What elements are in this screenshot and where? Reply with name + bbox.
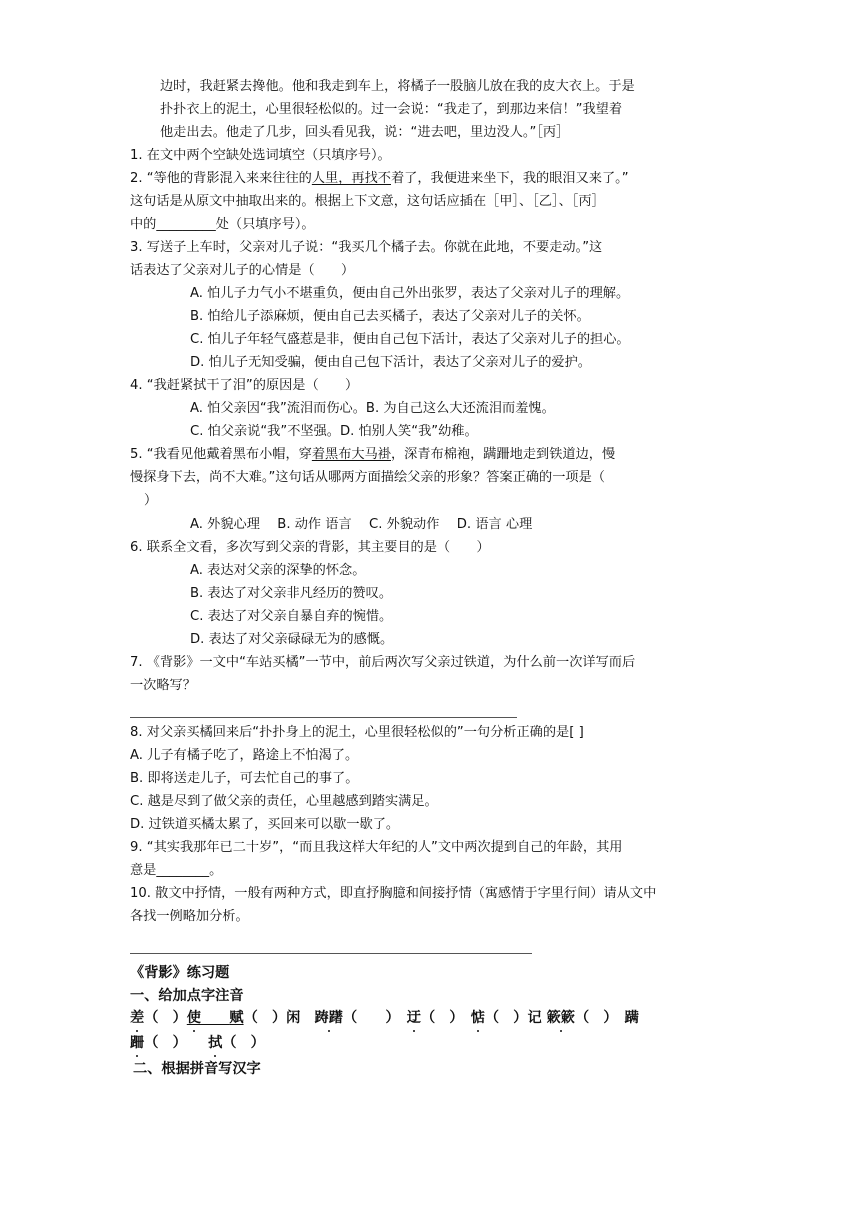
q8-option-a: A. 儿子有橘子吃了，路途上不怕渴了。 (130, 748, 359, 763)
paren-7: （ ） (144, 1035, 180, 1051)
q7-answer-line (130, 717, 517, 718)
section-1-heading: 一、给加点字注音 (130, 988, 244, 1004)
q6-option-d: D. 表达了对父亲碌碌无为的感慨。 (190, 632, 394, 647)
question-1: 1. 在文中两个空缺处选词填空（只填序号）。 (130, 148, 391, 163)
question-2-line-1 (130, 168, 629, 190)
q10-answer-line (130, 953, 532, 954)
q5-underlined-text: 着黑布大马褂 (311, 447, 391, 462)
char-shan: 跚 (130, 1032, 144, 1054)
char-shi-wipe: 拭 (208, 1032, 222, 1054)
char-cha: 差 (130, 1007, 144, 1029)
question-3-line-2: 话表达了父亲对儿子的心情是（ ） (130, 263, 355, 278)
paren-1: （ ） (144, 1010, 187, 1026)
question-7-line-2: 一次略写？ (130, 678, 196, 693)
q3-option-d: D. 怕儿子无知受骗，便由自己包下活计，表达了父亲对儿子的爱护。 (190, 355, 591, 370)
paren-6: （ ） (574, 1010, 611, 1026)
char-shi: 使 (187, 1007, 201, 1029)
q4-options-2: C. 怕父亲说“我”不坚强。D. 怕别人笑“我”幼稚。 (190, 424, 478, 439)
exercise-title: 《背影》练习题 (130, 965, 230, 981)
question-5-line-3: ） (144, 493, 158, 508)
q2-text-b: 着了，我便进来坐下，我的眼泪又来了。” (390, 171, 629, 186)
q6-option-b: B. 表达了对父亲非凡经历的赞叹。 (190, 586, 393, 601)
char-dian: 惦 (471, 1007, 485, 1029)
question-6: 6. 联系全文看，多次写到父亲的背影，其主要目的是（ ） (130, 540, 490, 555)
question-5-line-1 (130, 444, 615, 466)
char-pan: 蹒 (624, 1010, 639, 1026)
q5-text-a: 5. “我看见他戴着黑布小帽，穿 (130, 447, 312, 462)
question-7-line-1: 7. 《背影》一文中“车站买橘”一节中，前后两次写父亲过铁道，为什么前一次详写而后 (130, 655, 636, 670)
question-2-line-3: 中的_________处（只填序号）。 (130, 217, 315, 232)
question-10-line-2: 各找一例略加分析。 (130, 909, 249, 924)
q3-option-c: C. 怕儿子年轻气盛惹是非，便由自己包下活计，表达了父亲对儿子的担心。 (190, 332, 630, 347)
q8-option-c: C. 越是尽到了做父亲的责任，心里越感到踏实满足。 (130, 794, 438, 809)
q3-option-a: A. 怕儿子力气小不堪重负，便由自己外出张罗，表达了父亲对儿子的理解。 (190, 286, 630, 301)
paren-8: （ ） (222, 1035, 265, 1051)
q5-text-b: ，深青布棉袍，蹒跚地走到铁道边，慢 (390, 447, 616, 462)
q6-option-a: A. 表达对父亲的深挚的怀念。 (190, 563, 366, 578)
question-5-line-2: 慢探身下去，尚不大难。”这句话从哪两方面描绘父亲的形象？答案正确的一项是（ (130, 470, 605, 485)
paren-2: （ ）闲 (243, 1010, 301, 1026)
question-8: 8. 对父亲买橘回来后“扑扑身上的泥土，心里很轻松似的”一句分析正确的是[ ] (130, 725, 584, 740)
question-2-line-2: 这句话是从原文中抽取出来的。根据上下文意，这句话应插在［甲］、［乙］、［丙］ (130, 194, 605, 209)
question-9-line-2: 意是________。 (130, 863, 223, 878)
pinyin-row-2 (130, 1032, 265, 1054)
q8-option-b: B. 即将送走儿子，可去忙自己的事了。 (130, 771, 359, 786)
passage-line-1: 边时，我赶紧去搀他。他和我走到车上，将橘子一股脑儿放在我的皮大衣上。于是 (160, 79, 635, 94)
pinyin-row-1 (130, 1007, 639, 1029)
paren-5: （ ）记 (484, 1010, 542, 1026)
char-yu: 迂 (407, 1007, 421, 1029)
question-3-line-1: 3. 写送子上车时，父亲对儿子说：“我买几个橘子去。你就在此地，不要走动。”这 (130, 240, 603, 255)
question-4: 4. “我赶紧拭干了泪”的原因是（ ） (130, 378, 359, 393)
paren-3: （ ） (342, 1010, 393, 1026)
char-chouchu: 踌躇 (315, 1007, 343, 1029)
q8-option-d: D. 过铁道买橘太累了，买回来可以歇一歇了。 (130, 817, 400, 832)
q6-option-c: C. 表达了对父亲自暴自弃的惋惜。 (190, 609, 393, 624)
q5-options: A. 外貌心理 B. 动作 语言 C. 外貌动作 D. 语言 心理 (190, 517, 533, 532)
passage-line-2: 扑扑衣上的泥土，心里很轻松似的。过一会说：“我走了，到那边来信！”我望着 (160, 102, 623, 117)
q2-underlined-text: 人里，再找不 (311, 171, 391, 186)
char-fu: 赋 (229, 1010, 244, 1026)
paren-4: （ ） (421, 1010, 457, 1026)
section-2-heading: 二、根据拼音写汉字 (133, 1061, 261, 1077)
question-10-line-1: 10. 散文中抒情，一般有两种方式，即直抒胸臆和间接抒情（寓感情于字里行间）请从文中 (130, 886, 657, 901)
q2-text-a: 2. “等他的背影混入来来往往的 (130, 171, 312, 186)
char-susu: 簌簌 (547, 1007, 575, 1029)
q4-options-1: A. 怕父亲因“我”流泪而伤心。B. 为自己这么大还流泪而羞愧。 (190, 401, 555, 416)
q3-option-b: B. 怕给儿子添麻烦，便由自己去买橘子，表达了父亲对儿子的关怀。 (190, 309, 590, 324)
passage-line-3: 他走出去。他走了几步，回头看见我，说：“进去吧，里边没人。”［丙］ (160, 125, 570, 140)
question-9-line-1: 9. “其实我那年已二十岁”，“而且我这样大年纪的人”文中两次提到自己的年龄，其用 (130, 840, 623, 855)
